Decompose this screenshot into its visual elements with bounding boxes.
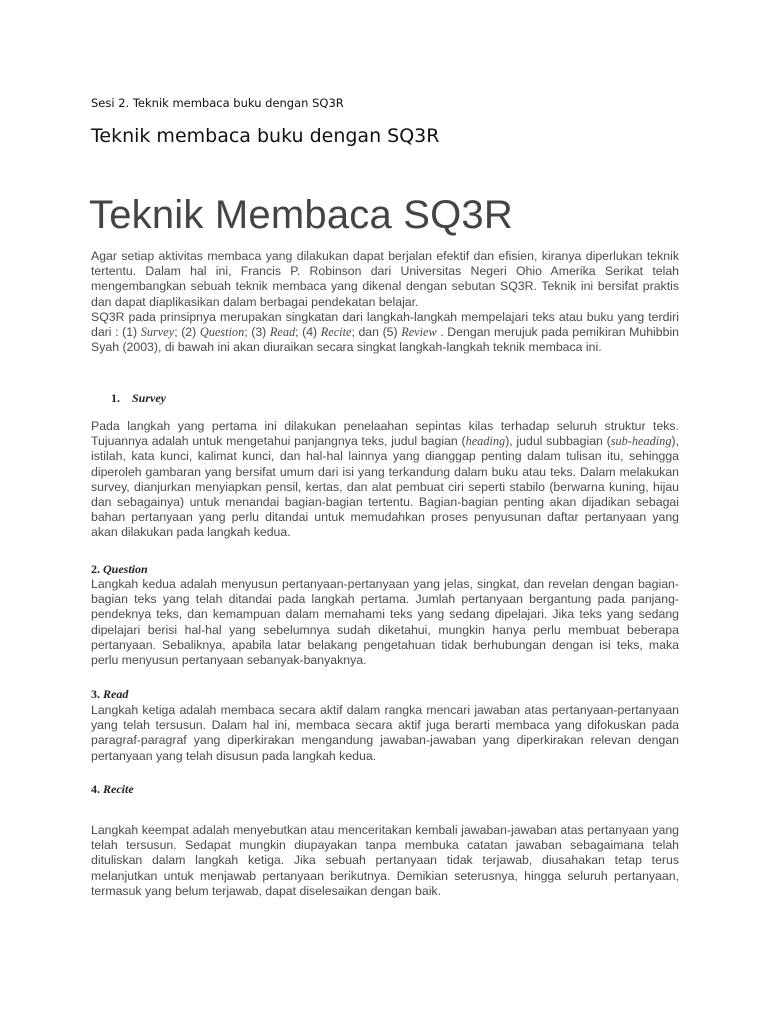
survey-section [91, 419, 679, 541]
read-section [91, 703, 679, 764]
section-heading-recite [91, 782, 134, 797]
survey-text: Pada langkah yang pertama ini dilakukan penelaahan sepintas kilas terhadap seluruh struktur teks. Tujuannya adalah untuk mengetahui panjangnya teks, judul bagian ( [91, 419, 679, 449]
section-title: Survey [132, 391, 166, 405]
section-title: Recite [103, 782, 134, 796]
section-heading-read [91, 687, 128, 702]
term-read: Read [269, 325, 296, 340]
survey-text: ), istilah, kata kunci, kalimat kunci, dan hal-hal lainnya yang dianggap penting dalam tulisan itu, sehingga diperoleh gambaran yang bersifat umum dari isi yang terkandung dalam buku atau teks. Dalam melakukan survey, dianjurkan menyiapkan pensil, kertas, dan alat pembuat ciri seperti stabilo (berwarna kuning, hijau dan sebagainya) untuk menandai bagian-bagian tertentu. Bagian-bagian penting akan dijadikan sebagai bahan pertanyaan yang perlu ditandai untuk memudahkan proses penyusunan daftar pertanyaan yang akan dilakukan pada langkah kedua. [91, 434, 679, 540]
page-title: Teknik Membaca SQ3R [89, 193, 513, 237]
section-number: 3. [91, 687, 100, 701]
question-paragraph: Langkah kedua adalah menyusun pertanyaan-pertanyaan yang jelas, singkat, dan revelan dengan bagian-bagian teks yang telah ditandai pada langkah pertama. Jumlah pertanyaan bergantung pada panjang-pendeknya teks, dan kemampuan dalam memahami teks yang sedang dipelajari. Jika teks yang sedang dipelajari berisi hal-hal yang sebelumnya sudah diketahui, mungkin hanya perlu membuat beberapa pertanyaan. Sebaliknya, apabila latar belakang pengetahuan tidak berhubungan dengan isi teks, maka perlu menyusun pertanyaan sebanyak-banyaknya. [91, 577, 679, 668]
survey-paragraph [91, 419, 679, 541]
term-review: Review [401, 325, 437, 340]
intro-text: ; dan (5) [351, 325, 402, 340]
intro-text: ; (4) [295, 325, 321, 340]
read-paragraph: Langkah ketiga adalah membaca secara aktif dalam rangka mencari jawaban atas pertanyaan-pertanyaan yang telah tersusun. Dalam hal ini, membaca secara aktif juga berarti membaca yang difokuskan pada paragraf-paragraf yang diperkirakan mengandung jawaban-jawaban yang diperkirakan relevan dengan pertanyaan yang telah disusun pada langkah kedua. [91, 703, 679, 763]
intro-paragraph-1: Agar setiap aktivitas membaca yang dilakukan dapat berjalan efektif dan efisien, kiranya diperlukan teknik tertentu. Dalam hal ini, Francis P. Robinson dari Universitas Negeri Ohio Amerika Serikat telah mengembangkan sebuah teknik membaca yang dikenal dengan sebutan SQ3R. Teknik ini bersifat praktis dan dapat diaplikasikan dalam berbagai pendekatan belajar. [91, 249, 679, 309]
intro-text: . Dengan merujuk pada pemikiran Muhibbin Syah (2003), di bawah ini akan diuraikan secara singkat langkah-langkah teknik membaca ini. [91, 325, 680, 355]
intro-paragraph-2 [91, 310, 679, 356]
section-title: Read [103, 687, 129, 701]
intro-text: SQ3R pada prinsipnya merupakan singkatan dari langkah-langkah mempelajari teks atau buku yang terdiri dari : (1) [91, 309, 679, 340]
session-label: Sesi 2. Teknik membaca buku dengan SQ3R [91, 96, 344, 110]
term-recite: Recite [320, 325, 352, 340]
intro-section [91, 249, 679, 355]
term-heading: heading [465, 434, 506, 449]
section-number: 1. [111, 391, 120, 405]
term-survey: Survey [140, 325, 175, 340]
section-heading-survey [111, 391, 166, 406]
section-heading-question [91, 562, 148, 577]
recite-paragraph: Langkah keempat adalah menyebutkan atau menceritakan kembali jawaban-jawaban atas pertanyaan yang telah tersusun. Sedapat mungkin diupayakan tanpa membuka catatan jawaban sebagaimana telah dituliskan dalam langkah ketiga. Jika sebuah pertanyaan tidak terjawab, diusahakan tetap terus melanjutkan untuk menjawab pertanyaan berikutnya. Demikian seterusnya, hingga seluruh pertanyaan, termasuk yang belum terjawab, dapat diselesaikan dengan baik. [91, 823, 679, 898]
page-subtitle: Teknik membaca buku dengan SQ3R [91, 125, 440, 147]
term-question: Question [199, 325, 245, 340]
intro-text: ; (3) [244, 325, 270, 340]
recite-section [91, 823, 679, 899]
survey-text: ), judul subbagian ( [505, 434, 611, 449]
term-sub-heading: sub-heading [610, 434, 672, 449]
section-title: Question [103, 562, 148, 576]
section-number: 4. [91, 782, 100, 796]
intro-text: ; (2) [174, 325, 200, 340]
section-number: 2. [91, 562, 100, 576]
question-section [91, 577, 679, 668]
